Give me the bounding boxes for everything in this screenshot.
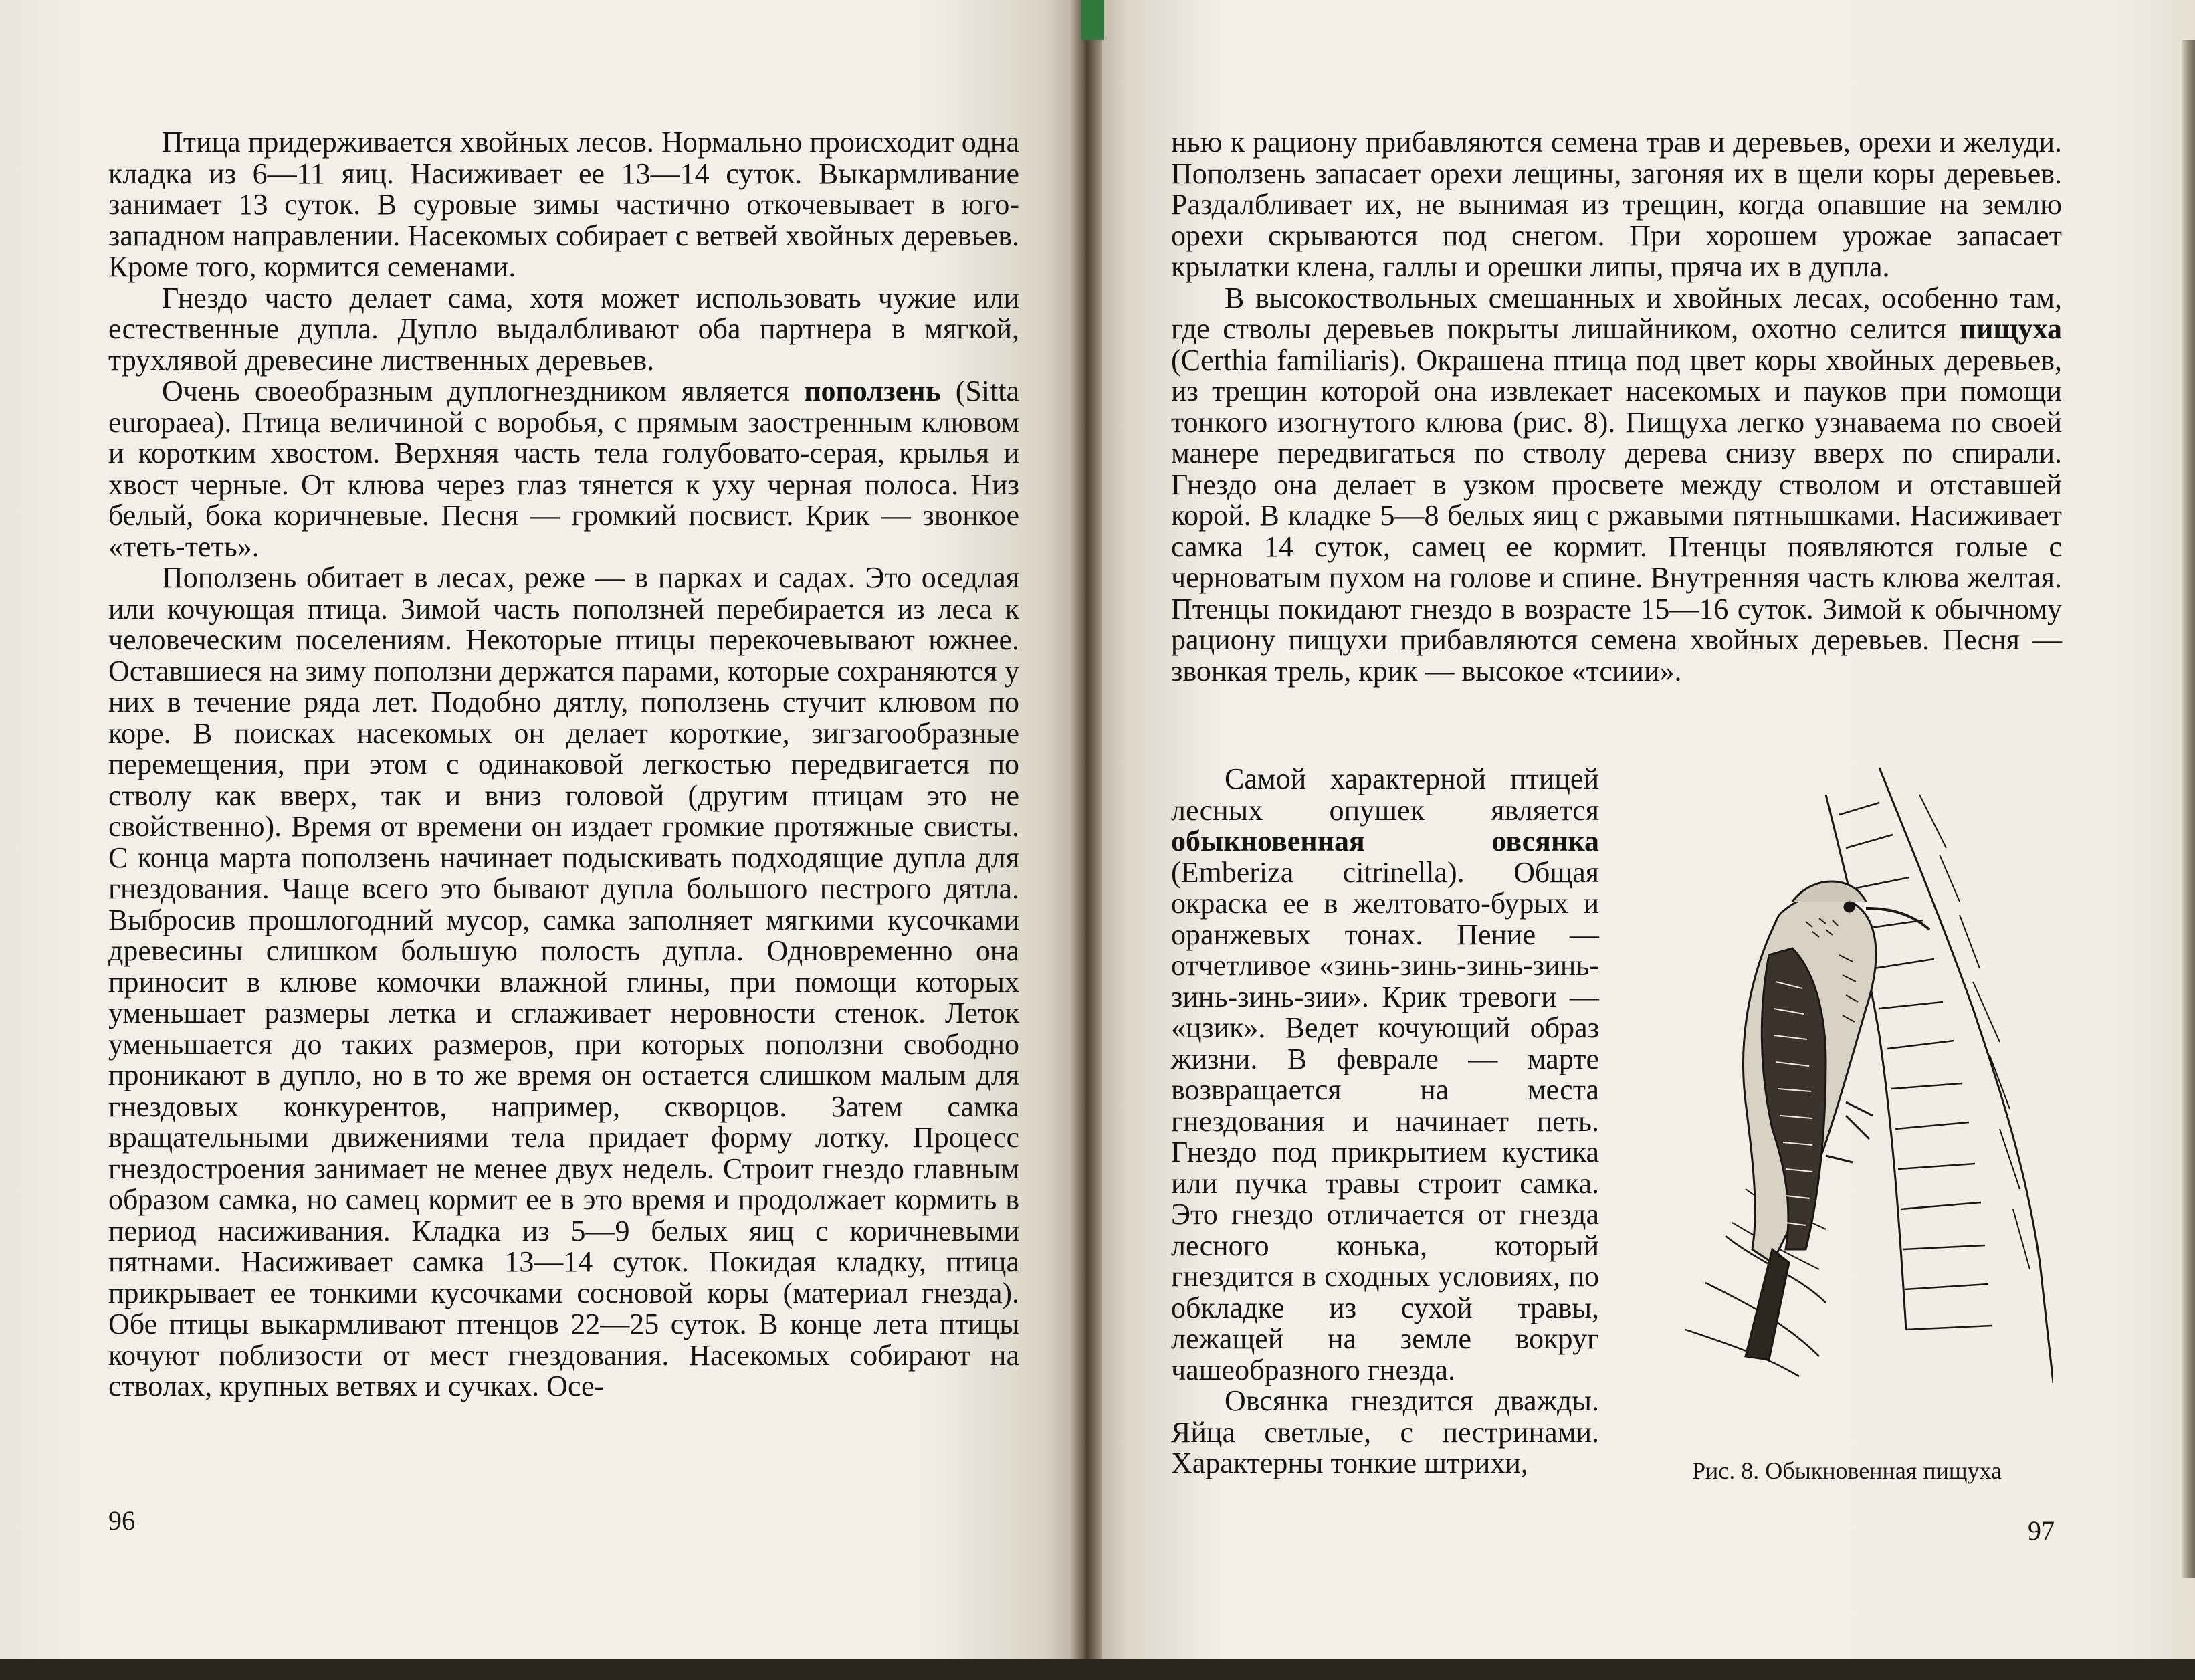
bold-term: поползень [804, 375, 941, 407]
page-number: 97 [2028, 1515, 2055, 1546]
paragraph [1171, 283, 2062, 688]
text-run: (Sitta europaea). Птица величиной с воробья, с прямым заостренным клювом и коротким хвостом. Верхняя часть тела голубовато-серая, крылья и хвост черные. От клюва через глаз тянется к уху черная полоса. Низ белый, бока коричневые. Песня — громкий посвист. Крик — звонкое «теть-теть». [108, 375, 1020, 563]
paragraph [1171, 764, 1599, 1386]
paragraph: Овсянка гнездится дважды. Яйца светлые, с пестринами. Характерны тонкие штрихи, [1171, 1384, 1599, 1479]
figure-caption: Рис. 8. Обыкновенная пищуха [1692, 1457, 2002, 1484]
treecreeper-illustration [1625, 754, 2053, 1383]
background-band [0, 1659, 2195, 1680]
right-page-narrow-text [1171, 764, 1599, 1479]
paragraph: Птица придерживается хвойных лесов. Нормально происходит одна кладка из 6—11 яиц. Насиживает ее 13—14 суток. Выкармливание занимает 13 суток. В суровые зимы частично откочевывает в юго-западном направлении. Насекомых собирает с ветвей хвойных деревьев. Кроме того, кормится семенами. [108, 126, 1019, 283]
paragraph: Гнездо часто делает сама, хотя может использовать чужие или естественные дупла. Дупло выдалбливают оба партнера в мягкой, трухлявой древесине лиственных деревьев. [108, 281, 1019, 377]
bold-term: обыкновенная овсянка [1171, 825, 1599, 857]
left-page-text [108, 127, 1019, 1402]
text-run: Самой характерной птицей лесных опушек является [1171, 762, 1599, 827]
text-run: (Emberiza citrinella). Общая окраска ее в желтовато-бурых и оранжевых тонах. Пение — отчетливое «зинь-зинь-зинь-зинь-зинь-зинь-зии». Крик тревоги — «цзик». Ведет кочующий образ жизни. В феврале — марте возвращается на места гнездования и начинает петь. Гнездо под прикрытием кустика или пучка травы строит самка. Это гнездо отличается от гнезда лесного конька, который гнездится в сходных условиях, по обкладке из сухой травы, лежащей на земле вокруг чашеобразного гнезда. [1171, 855, 1599, 1386]
right-page-text [1171, 127, 2062, 687]
bookmark-ribbon [1081, 0, 1104, 40]
page-number: 96 [108, 1505, 135, 1536]
bold-term: пищуха [1959, 312, 2062, 345]
text-run: (Certhia familiaris). Окрашена птица под цвет коры хвойных деревьев, из трещин которой она извлекает насекомых и пауков при помощи тонкого изогнутого клюва (рис. 8). Пищуха легко узнаваема по своей манере передвигаться по стволу дерева снизу вверх по спирали. Гнездо она делает в узком просвете между стволом и отставшей корой. В кладке 5—8 белых яиц с ржавыми пятнышками. Насиживает самка 14 суток, самец ее кормит. Птенцы появляются голые с черноватым пухом на голове и спине. Внутренняя часть клюва желтая. Птенцы покидают гнездо в возрасте 15—16 суток. Зимой к обычному рациону пищухи прибавляются семена хвойных деревьев. Песня — звонкая трель, крик — высокое «тсиии». [1171, 343, 2062, 688]
page-edges [2182, 40, 2195, 1578]
book-gutter [1069, 0, 1102, 1680]
text-run: Очень своеобразным дуплогнездником является [162, 375, 790, 407]
text-run: В высокоствольных смешанных и хвойных лесах, особенно там, где стволы деревьев покрыты лишайником, охотно селится [1171, 281, 2062, 345]
paragraph: нью к рациону прибавляются семена трав и деревьев, орехи и желуди. Поползень запасает орехи лещины, загоняя их в щели коры деревьев. Раздалбливает их, не вынимая из трещин, когда опавшие на землю орехи скрываются под снегом. При хорошем урожае запасает крылатки клена, галлы и орешки липы, пряча их в дупла. [1171, 126, 2062, 283]
paragraph: Поползень обитает в лесах, реже — в парках и садах. Это оседлая или кочующая птица. Зимой часть поползней перебирается из леса к человеческим поселениям. Некоторые птицы перекочевывают южнее. Оставшиеся на зиму поползни держатся парами, которые сохраняются у них в течение ряда лет. Подобно дятлу, поползень стучит клювом по коре. В поисках насекомых он делает короткие, зигзагообразные перемещения, при этом с одинаковой легкостью передвигается по стволу как вверх, так и вниз головой (другим птицам это не свойственно). Время от времени он издает громкие протяжные свисты. С конца марта поползень начинает подыскивать подходящие дупла для гнездования. Чаще всего это бывают дупла большого пестрого дятла. Выбросив прошлогодний мусор, самка заполняет мягкими кусочками древесины слишком большую полость дупла. Одновременно она приносит в клюве комочки влажной глины, при помощи которых уменьшает размеры летка и сглаживает неровности стенок. Леток уменьшается до таких размеров, при которых поползни свободно проникают в дупло, но в то же время он остается слишком малым для гнездовых конкурентов, например, скворцов. Затем самка вращательными движениями тела придает форму лотку. Процесс гнездостроения занимает не менее двух недель. Строит гнездо главным образом самка, но самец кормит ее в это время и продолжает кормить в период насиживания. Кладка из 5—9 белых яиц с коричневыми пятнами. Насиживает самка 13—14 суток. Покидая кладку, птица прикрывает ее тонкими кусочками сосновой коры (материал гнезда). Обе птицы выкармливают птенцов 22—25 суток. В конце лета птицы кочуют поблизости от мест гнездования. Насекомых собирают на стволах, крупных ветвях и сучках. Осе- [108, 561, 1019, 1402]
paragraph [108, 376, 1019, 562]
